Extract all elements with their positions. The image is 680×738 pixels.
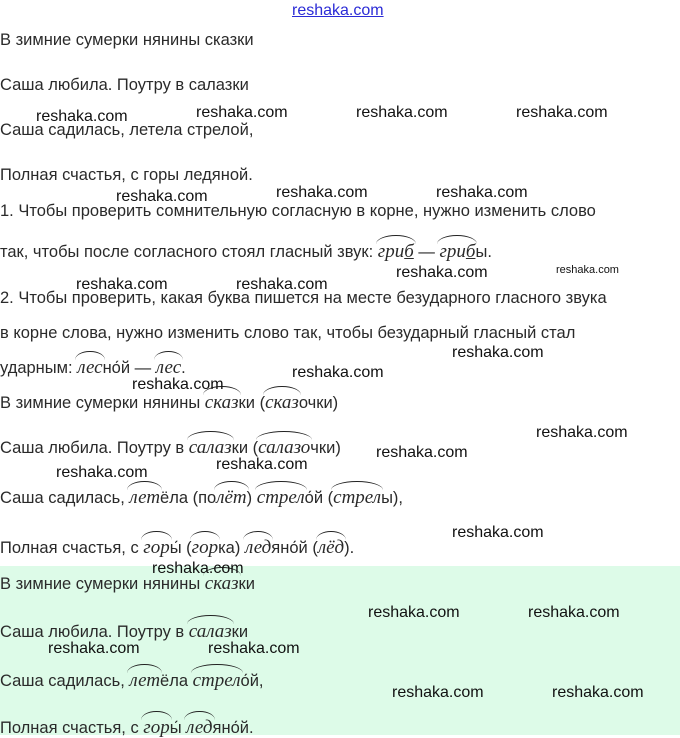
- root: салаз: [189, 438, 232, 458]
- root-arc-icon: [331, 481, 383, 490]
- poem2-line-2: Саша любила. Поутру в салазки ( салазочки): [0, 438, 341, 458]
- root: лёд: [318, 538, 344, 558]
- poem2-line-3: Саша садилась, летёла (по лёт) стрело́й ( стрелы),: [0, 488, 403, 508]
- watermark: reshaka.com: [452, 524, 544, 541]
- root: лет: [129, 671, 160, 691]
- root-example: лес: [77, 358, 102, 378]
- watermark: reshaka.com: [516, 104, 608, 121]
- watermark: reshaka.com: [132, 376, 224, 393]
- poem1-line-4: Полная счастья, с горы ледяной.: [0, 166, 253, 184]
- root: сказ: [205, 574, 239, 594]
- root: лед: [186, 718, 212, 738]
- root: лёт: [216, 488, 246, 508]
- watermark: reshaka.com: [56, 464, 148, 481]
- watermark: reshaka.com: [536, 424, 628, 441]
- root-arc-icon: [256, 431, 312, 440]
- site-link[interactable]: reshaka.com: [292, 2, 384, 19]
- root-arc-icon: [141, 531, 171, 540]
- rule2-line-3: [0, 358, 186, 378]
- poem1-line-2: Саша любила. Поутру в салазки: [0, 76, 249, 94]
- rule2-line-2: в корне слова, нужно изменить слово так, чтобы безударный гласный стал: [0, 324, 576, 342]
- root: салаз: [189, 622, 232, 642]
- watermark: reshaka.com: [276, 184, 368, 201]
- root: стрел: [333, 488, 381, 508]
- watermark: reshaka.com: [116, 188, 208, 205]
- watermark: reshaka.com: [436, 184, 528, 201]
- root: салазо: [258, 438, 310, 458]
- root-arc-icon: [75, 351, 104, 360]
- root: лет: [129, 488, 160, 508]
- watermark: reshaka.com: [556, 264, 619, 276]
- poem2-line-4: Полная счастья, с горы́ ( горка) ледяно́й ( лёд).: [0, 538, 354, 558]
- ending: ы.: [475, 243, 492, 261]
- root-arc-icon: [255, 481, 307, 490]
- poem3-line-1: В зимние сумерки нянины сказки: [0, 574, 255, 594]
- watermark: reshaka.com: [208, 640, 300, 657]
- root: лед: [245, 538, 271, 558]
- root: сказ: [265, 393, 299, 413]
- root-arc-icon: [214, 481, 248, 490]
- poem3-line-2: Саша любила. Поутру в салазки: [0, 622, 248, 642]
- root-example: гриб: [378, 242, 414, 262]
- watermark: reshaka.com: [292, 364, 384, 381]
- rule1-line-1: 1. Чтобы проверить сомнительную согласную в корне, нужно изменить слово: [0, 202, 596, 220]
- watermark: reshaka.com: [396, 264, 488, 281]
- watermark: reshaka.com: [48, 640, 140, 657]
- root: гор: [192, 538, 218, 558]
- root-arc-icon: [376, 235, 416, 244]
- poem3-line-4: Полная счастья, с горы́ ледяно́й.: [0, 718, 254, 738]
- poem1-line-3: Саша садилась, летела стрелой,: [0, 121, 254, 139]
- root-arc-icon: [437, 235, 477, 244]
- rule2-line-1: 2. Чтобы проверить, какая буква пишется на месте безударного гласного звука: [0, 289, 607, 307]
- poem3-line-3: Саша садилась, летёла стрело́й,: [0, 671, 264, 691]
- rule2-text: ударным:: [0, 359, 73, 377]
- watermark: reshaka.com: [196, 104, 288, 121]
- watermark: reshaka.com: [392, 684, 484, 701]
- root: стрел: [193, 671, 241, 691]
- root-example: лес: [156, 358, 181, 378]
- root-arc-icon: [316, 531, 346, 540]
- root-arc-icon: [184, 711, 214, 720]
- watermark: reshaka.com: [216, 456, 308, 473]
- watermark: reshaka.com: [376, 444, 468, 461]
- root-arc-icon: [263, 386, 301, 395]
- watermark: reshaka.com: [356, 104, 448, 121]
- root-arc-icon: [243, 531, 273, 540]
- rule1-text: так, чтобы после согласного стоял гласный звук:: [0, 243, 374, 261]
- rule1-line-2: [0, 242, 492, 262]
- watermark: reshaka.com: [36, 108, 128, 125]
- root-arc-icon: [154, 351, 183, 360]
- dash: —: [418, 243, 435, 261]
- watermark: reshaka.com: [236, 276, 328, 293]
- root-arc-icon: [187, 431, 234, 440]
- root-arc-icon: [127, 481, 162, 490]
- poem2-line-1: В зимние сумерки нянины сказки ( сказочки): [0, 393, 338, 413]
- ending: но́й: [102, 359, 131, 377]
- watermark: reshaka.com: [552, 684, 644, 701]
- watermark: reshaka.com: [152, 560, 244, 577]
- watermark: reshaka.com: [368, 604, 460, 621]
- watermark: reshaka.com: [452, 344, 544, 361]
- root: стрел: [257, 488, 305, 508]
- root: гор: [143, 538, 169, 558]
- root-example: гриб: [439, 242, 475, 262]
- dash: —: [134, 359, 152, 377]
- watermark: reshaka.com: [76, 276, 168, 293]
- poem1-line-1: В зимние сумерки нянины сказки: [0, 31, 254, 49]
- root: сказ: [205, 393, 239, 413]
- watermark: reshaka.com: [528, 604, 620, 621]
- root-arc-icon: [190, 531, 220, 540]
- root: гор: [143, 718, 169, 738]
- ending: .: [181, 359, 186, 377]
